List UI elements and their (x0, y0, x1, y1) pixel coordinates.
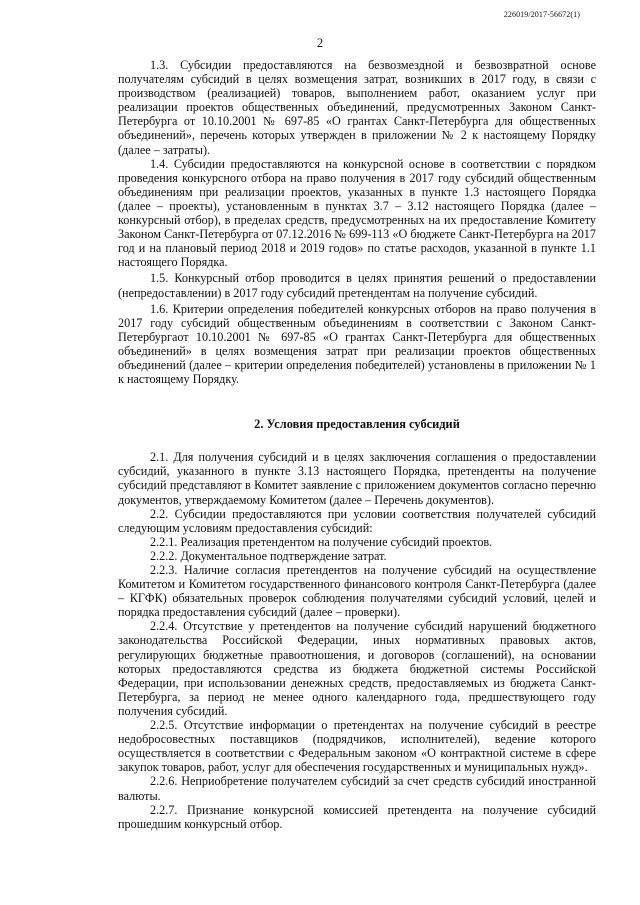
paragraph-2-1: 2.1. Для получения субсидий и в целях заключения соглашения о предоставлении субсидий, указанного в пункте 3.13 настоящего Порядка, претенденты на получение субсидий представляют в Комитет заявление с приложением документов согласно перечню документов, утверждаемому Комитетом (далее – Перечень документов). (118, 450, 596, 507)
paragraph-2-2-4: 2.2.4. Отсутствие у претендентов на получение субсидий нарушений бюджетного законодательства Российской Федерации, иных нормативных правовых актов, регулирующих бюджетные правоотношения, и договоров (соглашений), на основании которых предоставляются средства из бюджета бюджетной системы Российской Федерации, при использовании денежных средств, предоставляемых из бюджета Санкт-Петербурга, за период не менее одного календарного года, предшествующего году получения субсидий. (118, 619, 596, 718)
document-body (118, 58, 596, 831)
paragraph-2-2-6: 2.2.6. Неприобретение получателем субсидий за счет средств субсидий иностранной валюты. (118, 774, 596, 803)
paragraph-2-2-5: 2.2.5. Отсутствие информации о претендентах на получение субсидий в реестре недобросовестных поставщиков (подрядчиков, исполнителей), ведение которого осуществляется в соответствии с Федеральным законом «О контрактной системе в сфере закупок товаров, работ, услуг для обеспечения государственных и муниципальных нужд». (118, 718, 596, 775)
paragraph-2-2-1: 2.2.1. Реализация претендентом на получение субсидий проектов. (150, 534, 493, 549)
paragraph-1-3: 1.3. Субсидии предоставляются на безвозмездной и безвозвратной основе получателям субсидий в целях возмещения затрат, возникших в 2017 году, в связи с производством (реализацией) товаров, выполнением работ, оказанием услуг при реализации проектов общественных объединений, предусмотренных Законом Санкт-Петербурга от 10.10.2001 № 697-85 «О грантах Санкт-Петербурга для общественных объединений», перечень которых утвержден в приложении № 2 к настоящему Порядку (далее – затраты). (118, 58, 596, 157)
paragraph-1-4: 1.4. Субсидии предоставляются на конкурсной основе в соответствии с порядком проведения конкурсного отбора на право получения в 2017 году субсидий общественным объединениям при реализации проектов, указанных в пункте 1.3 настоящего Порядка (далее – проекты), установленным в пунктах 3.7 – 3.12 настоящего Порядка (далее – конкурсный отбор), в пределах средств, предусмотренных на их предоставление Комитету Законом Санкт-Петербурга от 07.12.2016 № 699-113 «О бюджете Санкт-Петербурга на 2017 год и на плановый период 2018 и 2019 годов» по статье расходов, указанной в пункте 1.1 настоящего Порядка. (118, 156, 596, 270)
paragraph-1-5: 1.5. Конкурсный отбор проводится в целях принятия решений о предоставлении (непредоставлении) в 2017 году субсидий претендентам на получение субсидий. (118, 271, 596, 300)
document-id: 226019/2017-56672(1) (503, 10, 580, 19)
paragraph-2-2-2: 2.2.2. Документальное подтверждение затрат. (150, 548, 387, 563)
page-number: 2 (316, 36, 324, 50)
paragraph-2-2-3: 2.2.3. Наличие согласия претендентов на получение субсидий на осуществление Комитетом и Комитетом государственного финансового контроля Санкт-Петербурга (далее – КГФК) обязательных проверок соблюдения получателями субсидий условий, целей и порядка предоставления субсидий (далее – проверки). (118, 563, 596, 620)
section-title: 2. Условия предоставления субсидий (254, 417, 460, 432)
paragraph-1-6: 1.6. Критерии определения победителей конкурсных отборов на право получения в 2017 году субсидий общественным объединениям в соответствии с Законом Санкт-Петербургаот 10.10.2001 № 697-85 «О грантах Санкт-Петербурга для общественных объединений» в целях возмещения затрат при реализации проектов общественных объединений (далее – критерии определения победителей) установлены в приложении № 1 к настоящему Порядку. (118, 301, 596, 387)
paragraph-2-2: 2.2. Субсидии предоставляются при условии соответствия получателей субсидий следующим условиям предоставления субсидий: (118, 506, 596, 535)
paragraph-2-2-7: 2.2.7. Признание конкурсной комиссией претендента на получение субсидий прошедшим конкурсный отбор. (118, 802, 596, 831)
